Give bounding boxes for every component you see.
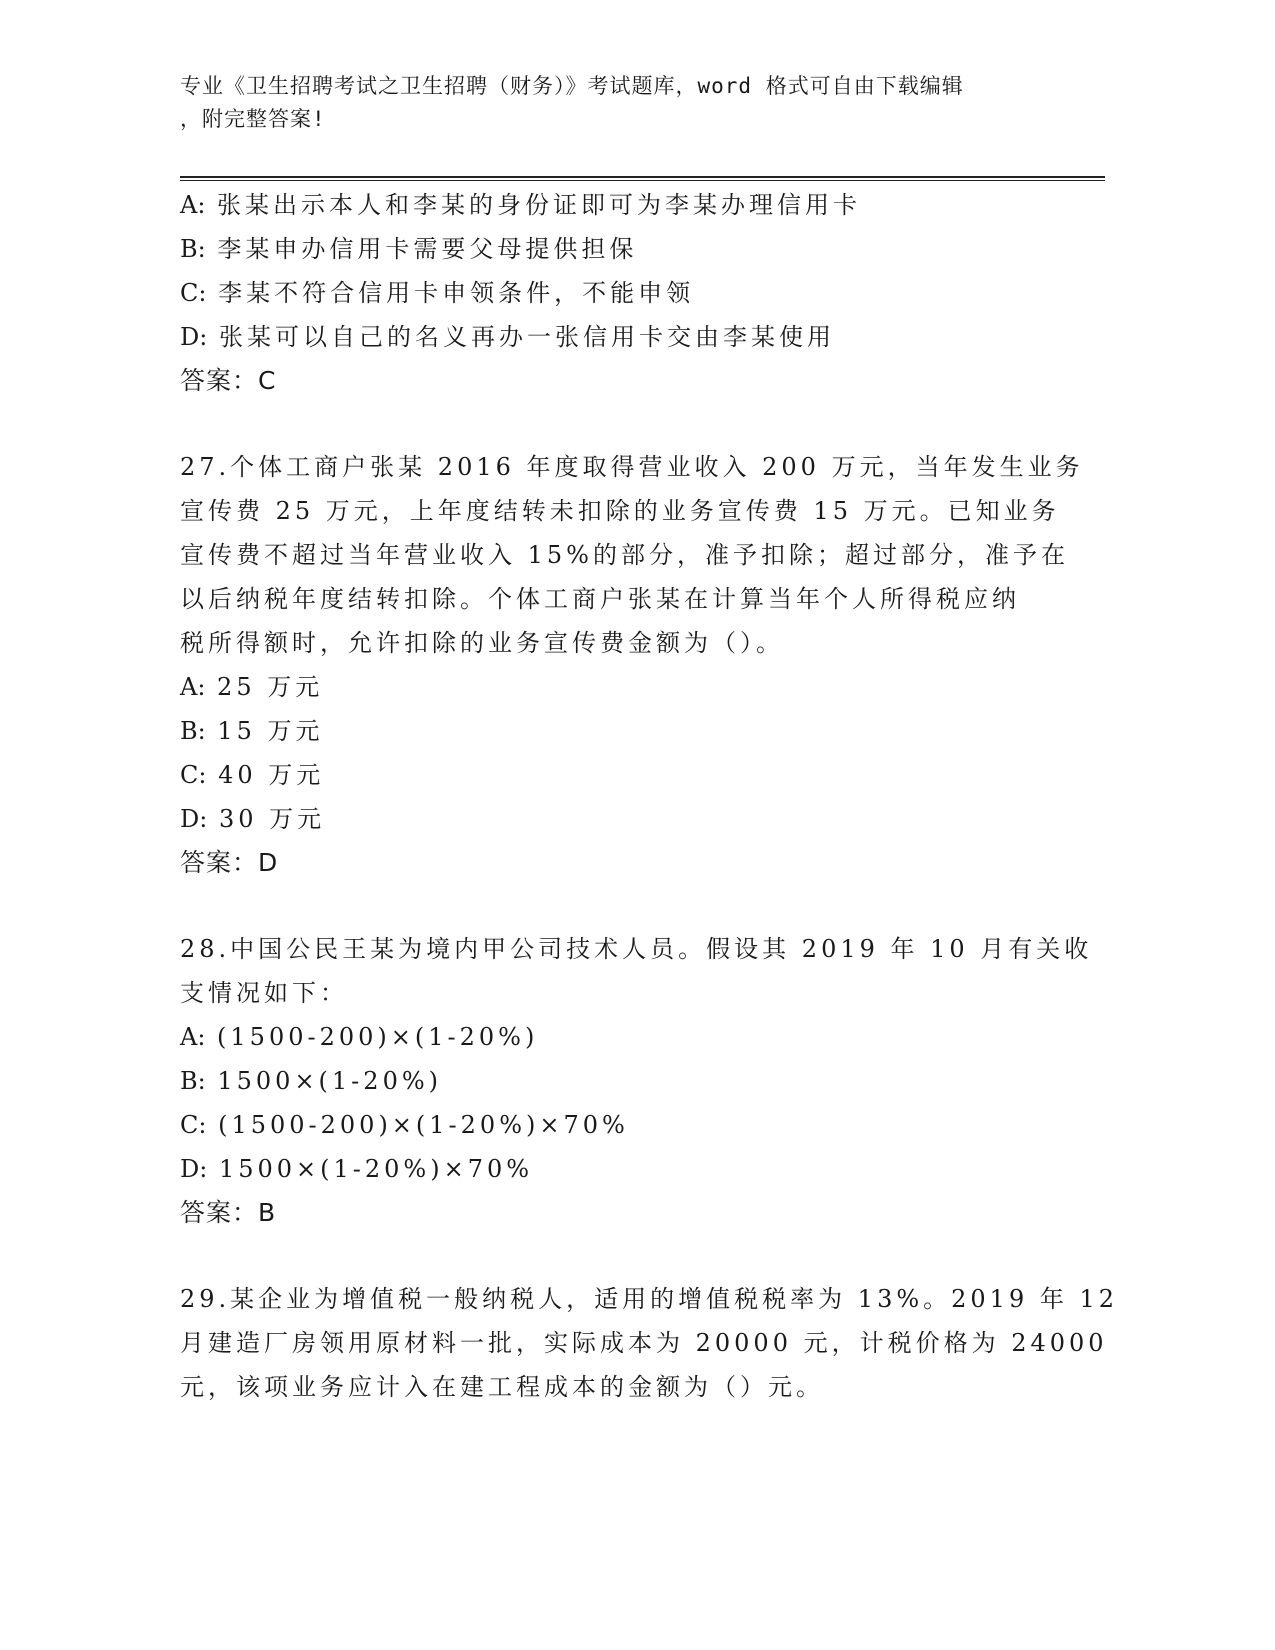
question-stem-line: 28.中国公民王某为境内甲公司技术人员。假设其 2019 年 10 月有关收	[180, 935, 1093, 963]
option-key: A:	[180, 673, 206, 701]
header-line-1: 专业《卫生招聘考试之卫生招聘（财务）》考试题库，word 格式可自由下载编辑	[180, 74, 964, 98]
option-c	[180, 1103, 1080, 1147]
question-stem-line: 支情况如下：	[180, 979, 348, 1007]
spacer	[180, 1235, 1080, 1277]
option-key: B:	[180, 235, 206, 263]
option-text: 张某出示本人和李某的身份证即可为李某办理信用卡	[205, 191, 862, 219]
option-text: 1500×(1-20%)	[205, 1067, 442, 1095]
answer-line: 答案：B	[180, 1198, 277, 1227]
question-stem-line: 27.个体工商户张某 2016 年度取得营业收入 200 万元，当年发生业务	[180, 453, 1084, 481]
option-a	[180, 1015, 1080, 1059]
option-text: (1500-200)×(1-20%)×70%	[206, 1111, 629, 1139]
option-b	[180, 1059, 1080, 1103]
option-key: B:	[180, 1067, 206, 1095]
question-stem-line: 宣传费不超过当年营业收入 15%的部分，准予扣除；超过部分，准予在	[180, 541, 1069, 569]
question-27	[180, 445, 1084, 885]
option-key: A:	[180, 1023, 206, 1051]
option-text: 张某可以自己的名义再办一张信用卡交由李某使用	[207, 323, 835, 351]
option-key: C:	[180, 761, 207, 789]
option-b	[180, 227, 1080, 271]
question-28	[180, 927, 1093, 1235]
question-stem-line: 月建造厂房领用原材料一批，实际成本为 20000 元，计税价格为 24000	[180, 1329, 1108, 1357]
option-key: C:	[180, 1111, 207, 1139]
option-d	[180, 797, 1080, 841]
option-key: C:	[180, 279, 207, 307]
document-content	[180, 183, 1119, 1409]
question-stem-line: 税所得额时，允许扣除的业务宣传费金额为（）。	[180, 629, 784, 657]
question-29	[180, 1277, 1119, 1409]
option-b	[180, 709, 1080, 753]
answer-line: 答案：D	[180, 848, 279, 877]
question-26	[180, 183, 1080, 403]
header-divider	[180, 176, 1105, 181]
question-stem-line: 宣传费 25 万元，上年度结转未扣除的业务宣传费 15 万元。已知业务	[180, 497, 1060, 525]
option-key: D:	[180, 805, 208, 833]
option-key: D:	[180, 1155, 208, 1183]
header-line-2: ，附完整答案!	[180, 107, 326, 131]
option-a	[180, 665, 1080, 709]
option-text: 李某不符合信用卡申领条件，不能申领	[206, 279, 695, 307]
option-key: D:	[180, 323, 208, 351]
option-text: 25 万元	[205, 673, 324, 701]
document-header	[180, 70, 1080, 136]
option-text: 李某申办信用卡需要父母提供担保	[205, 235, 638, 263]
question-stem-line: 以后纳税年度结转扣除。个体工商户张某在计算当年个人所得税应纳	[180, 585, 1020, 613]
question-stem-line: 元，该项业务应计入在建工程成本的金额为（）元。	[180, 1373, 824, 1401]
option-c	[180, 271, 1080, 315]
option-a	[180, 183, 1080, 227]
option-key: A:	[180, 191, 206, 219]
option-text: (1500-200)×(1-20%)	[205, 1023, 539, 1051]
spacer	[180, 885, 1080, 927]
option-text: 15 万元	[205, 717, 324, 745]
option-c	[180, 753, 1080, 797]
option-text: 1500×(1-20%)×70%	[207, 1155, 534, 1183]
option-key: B:	[180, 717, 206, 745]
answer-line: 答案：C	[180, 366, 277, 395]
spacer	[180, 403, 1080, 445]
option-text: 30 万元	[207, 805, 326, 833]
question-stem-line: 29.某企业为增值税一般纳税人，适用的增值税税率为 13%。2019 年 12	[180, 1285, 1119, 1313]
option-text: 40 万元	[206, 761, 325, 789]
option-d	[180, 1147, 1080, 1191]
option-d	[180, 315, 1080, 359]
